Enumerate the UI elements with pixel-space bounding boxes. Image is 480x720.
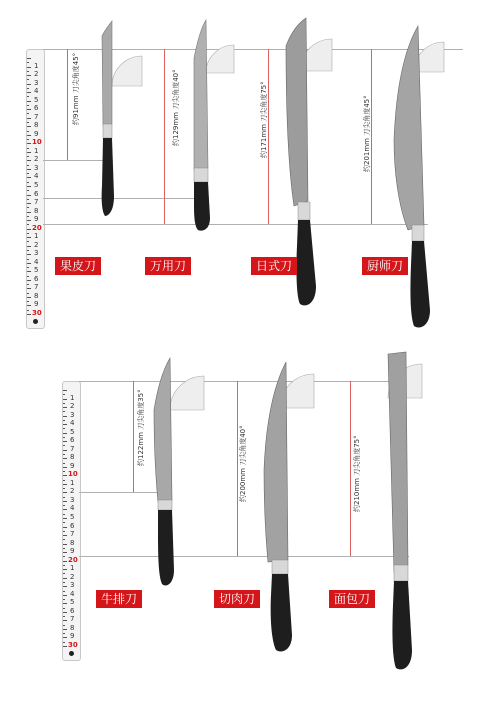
ruler-tick (27, 237, 31, 238)
knife-paring-image (92, 16, 142, 226)
ruler-tick (63, 620, 67, 621)
ruler-tick (63, 522, 65, 523)
ruler-number: 2 (34, 240, 39, 249)
ruler-tick (27, 203, 31, 204)
ruler-tick (63, 616, 65, 617)
ruler-tick (27, 190, 29, 191)
ruler-number: 7 (34, 198, 39, 207)
ruler-number: 5 (70, 427, 75, 436)
ruler-number: 5 (34, 266, 39, 275)
ruler-tick (27, 101, 31, 102)
ruler-number: 6 (70, 436, 75, 445)
ruler-number: 6 (34, 104, 39, 113)
ruler-number: 9 (34, 300, 39, 309)
ruler-number: 4 (70, 419, 75, 428)
ruler-tick (63, 403, 65, 404)
ruler-tick (63, 492, 67, 493)
ruler-number: 6 (70, 521, 75, 530)
ruler-tick (27, 58, 31, 59)
ruler-tick (27, 109, 31, 110)
ruler-tick (27, 71, 29, 72)
ruler-tick (27, 148, 29, 149)
ruler-tick (27, 199, 29, 200)
ruler-tick (63, 569, 67, 570)
ruler-tick (63, 445, 65, 446)
ruler-tick (63, 625, 65, 626)
ruler-number: 8 (34, 121, 39, 130)
ruler-tick (27, 301, 29, 302)
ruler-tick (63, 608, 65, 609)
ruler-number: 3 (70, 410, 75, 419)
ruler-tick (63, 407, 67, 408)
ruler-tick (63, 484, 67, 485)
ruler-number: 8 (70, 623, 75, 632)
ruler-tick (27, 314, 31, 315)
ruler-tick (27, 241, 29, 242)
ruler-tick (63, 591, 65, 592)
ruler-tick (63, 428, 65, 429)
ruler-tick (63, 488, 65, 489)
ruler-tick (27, 259, 29, 260)
ruler-number: 7 (34, 283, 39, 292)
ruler-tick (63, 463, 65, 464)
ruler-tick (27, 305, 31, 306)
reference-line (67, 49, 68, 160)
label-paring: 果皮刀 (55, 257, 101, 275)
ruler-number: 4 (34, 257, 39, 266)
ruler-number: 1 (70, 478, 75, 487)
ruler-tick (63, 437, 65, 438)
knife-chef-image (388, 20, 448, 332)
ruler-number: 1 (34, 61, 39, 70)
ruler-tick (63, 454, 65, 455)
ruler-number: 2 (34, 155, 39, 164)
ruler-tick (63, 497, 65, 498)
ruler-number: 6 (34, 189, 39, 198)
ruler-tick (27, 254, 31, 255)
ruler-tick (63, 646, 67, 647)
ruler-number: 9 (70, 547, 75, 556)
ruler-tick (63, 633, 65, 634)
ruler-number: 4 (34, 87, 39, 96)
ruler-number: 10 (68, 470, 78, 479)
ruler-tick (27, 310, 29, 311)
ruler-tick (27, 143, 31, 144)
ruler-number: 30 (32, 309, 42, 317)
ruler-tick (63, 603, 67, 604)
ruler-tick (27, 288, 31, 289)
ruler-number: 9 (70, 632, 75, 641)
ruler-number: 6 (70, 606, 75, 615)
ruler-tick (27, 92, 31, 93)
ruler-tick (63, 450, 67, 451)
ruler-tick (63, 420, 65, 421)
ruler-tick (63, 578, 67, 579)
ruler-tick (27, 177, 31, 178)
ruler-number: 2 (34, 70, 39, 79)
ruler-number: 30 (68, 641, 78, 649)
ruler-tick (63, 411, 65, 412)
ruler-number: 8 (34, 206, 39, 215)
ruler-number: 2 (70, 402, 75, 411)
knife-bread-image (380, 350, 430, 675)
ruler-number: 1 (34, 232, 39, 241)
ruler-tick (63, 561, 67, 562)
ruler-tick (63, 416, 67, 417)
ruler-tick (63, 582, 65, 583)
ruler-tick (27, 75, 31, 76)
ruler-tick (27, 284, 29, 285)
ruler-tick (27, 67, 31, 68)
ruler-tick (27, 131, 29, 132)
spec-utility: 约129mm 刀尖角度40° (172, 69, 180, 146)
reference-line (164, 49, 165, 224)
ruler-tick (27, 135, 31, 136)
ruler-tick (63, 629, 67, 630)
spec-chef: 约201mm 刀尖角度45° (363, 95, 371, 172)
knife-utility-image (188, 18, 238, 233)
label-chef: 厨师刀 (362, 257, 408, 275)
ruler-number: 7 (70, 615, 75, 624)
ruler-number: 3 (70, 495, 75, 504)
ruler-tick (27, 165, 29, 166)
ruler-tick (63, 637, 67, 638)
ruler-number: 3 (34, 78, 39, 87)
ruler-tick (27, 186, 31, 187)
ruler-tick (63, 480, 65, 481)
ruler-tick (63, 475, 67, 476)
ruler-tick (63, 518, 67, 519)
ruler-tick (63, 544, 67, 545)
ruler-number: 5 (34, 95, 39, 104)
ruler-tick (27, 207, 29, 208)
ruler-tick (27, 139, 29, 140)
spec-bread: 约210mm 刀尖角度75° (353, 435, 361, 512)
ruler-number: 1 (70, 564, 75, 573)
ruler-tick (63, 394, 65, 395)
ruler-number: 10 (32, 138, 42, 147)
ruler-number: 8 (34, 291, 39, 300)
reference-line (79, 381, 409, 382)
ruler-tick (27, 88, 29, 89)
ruler-number: 1 (70, 393, 75, 402)
ruler-tick (27, 297, 31, 298)
ruler-tick (63, 565, 65, 566)
ruler-tick (63, 505, 65, 506)
ruler-tick (27, 156, 29, 157)
ruler-number: 3 (70, 581, 75, 590)
ruler-tick (27, 169, 31, 170)
spec-slicer: 约200mm 刀尖角度40° (239, 425, 247, 502)
ruler-tick (27, 152, 31, 153)
ruler-tick (63, 552, 67, 553)
ruler-tick (63, 390, 67, 391)
ruler-tick (63, 501, 67, 502)
ruler-tick (27, 229, 31, 230)
ruler-tick (27, 122, 29, 123)
ruler-tick (63, 471, 65, 472)
ruler-number: 6 (34, 274, 39, 283)
ruler-tick (63, 509, 67, 510)
spec-santoku: 约171mm 刀尖角度75° (260, 81, 268, 158)
ruler-number: 4 (34, 172, 39, 181)
label-santoku: 日式刀 (251, 257, 297, 275)
ruler-number: 9 (70, 461, 75, 470)
ruler-number: 7 (70, 444, 75, 453)
ruler-number: 2 (70, 487, 75, 496)
ruler-tick (63, 573, 65, 574)
ruler-number: 5 (34, 181, 39, 189)
ruler-tick (27, 160, 31, 161)
ruler-tick (63, 514, 65, 515)
ruler-number: 3 (34, 249, 39, 258)
spec-paring: 约91mm 刀尖角度45° (72, 52, 80, 125)
ruler-tick (27, 212, 31, 213)
ruler-tick (27, 62, 29, 63)
ruler-tick (27, 250, 29, 251)
ruler-tick (27, 276, 29, 277)
ruler-number: 20 (32, 223, 42, 232)
spec-steak: 约122mm 刀尖角度35° (137, 389, 145, 466)
ruler-tick (63, 441, 67, 442)
ruler-tick (63, 612, 67, 613)
ruler-tick (27, 263, 31, 264)
ruler-tick (27, 267, 29, 268)
ruler-tick (27, 195, 31, 196)
ruler-tick (63, 556, 65, 557)
ruler-number: 4 (70, 589, 75, 598)
ruler-number: 2 (70, 572, 75, 581)
label-bread: 面包刀 (329, 590, 375, 608)
ruler-tick (63, 535, 67, 536)
ruler-number: 7 (34, 112, 39, 121)
ruler-number: 1 (34, 146, 39, 155)
ruler-tick (27, 280, 31, 281)
ruler-tick (27, 233, 29, 234)
label-slicer: 切肉刀 (214, 590, 260, 608)
ruler-tick (27, 105, 29, 106)
ruler-tick (63, 586, 67, 587)
ruler-tick (27, 126, 31, 127)
ruler-tick (63, 642, 65, 643)
ruler-number: 5 (70, 513, 75, 521)
ruler-number: 20 (68, 555, 78, 564)
ruler-number: 4 (70, 504, 75, 513)
label-steak: 牛排刀 (96, 590, 142, 608)
ruler-tick (63, 595, 67, 596)
ruler-hole (69, 651, 74, 656)
ruler-bottom (62, 381, 81, 661)
ruler-tick (27, 113, 29, 114)
ruler-tick (27, 216, 29, 217)
ruler-top (26, 49, 45, 329)
ruler-tick (27, 182, 29, 183)
ruler-tick (27, 84, 31, 85)
ruler-number: 8 (70, 538, 75, 547)
reference-line (133, 381, 134, 492)
ruler-tick (63, 531, 65, 532)
ruler-tick (63, 548, 65, 549)
reference-line (79, 556, 409, 557)
ruler-tick (27, 224, 29, 225)
ruler-tick (63, 467, 67, 468)
knife-steak-image (150, 350, 210, 588)
ruler-number: 9 (34, 129, 39, 138)
ruler-number: 3 (34, 163, 39, 172)
ruler-tick (63, 458, 67, 459)
reference-line (350, 381, 351, 556)
ruler-number: 7 (70, 530, 75, 539)
ruler-tick (27, 271, 31, 272)
knife-slicer-image (258, 350, 318, 655)
ruler-tick (63, 424, 67, 425)
ruler-tick (27, 293, 29, 294)
ruler-tick (27, 173, 29, 174)
ruler-tick (27, 96, 29, 97)
ruler-tick (27, 220, 31, 221)
ruler-tick (63, 399, 67, 400)
label-utility: 万用刀 (145, 257, 191, 275)
ruler-tick (63, 433, 67, 434)
ruler-tick (27, 79, 29, 80)
ruler-hole (33, 319, 38, 324)
ruler-tick (63, 599, 65, 600)
ruler-number: 5 (70, 598, 75, 607)
ruler-number: 9 (34, 215, 39, 224)
ruler-number: 8 (70, 453, 75, 462)
ruler-tick (63, 539, 65, 540)
ruler-tick (27, 118, 31, 119)
ruler-tick (27, 246, 31, 247)
ruler-tick (63, 527, 67, 528)
